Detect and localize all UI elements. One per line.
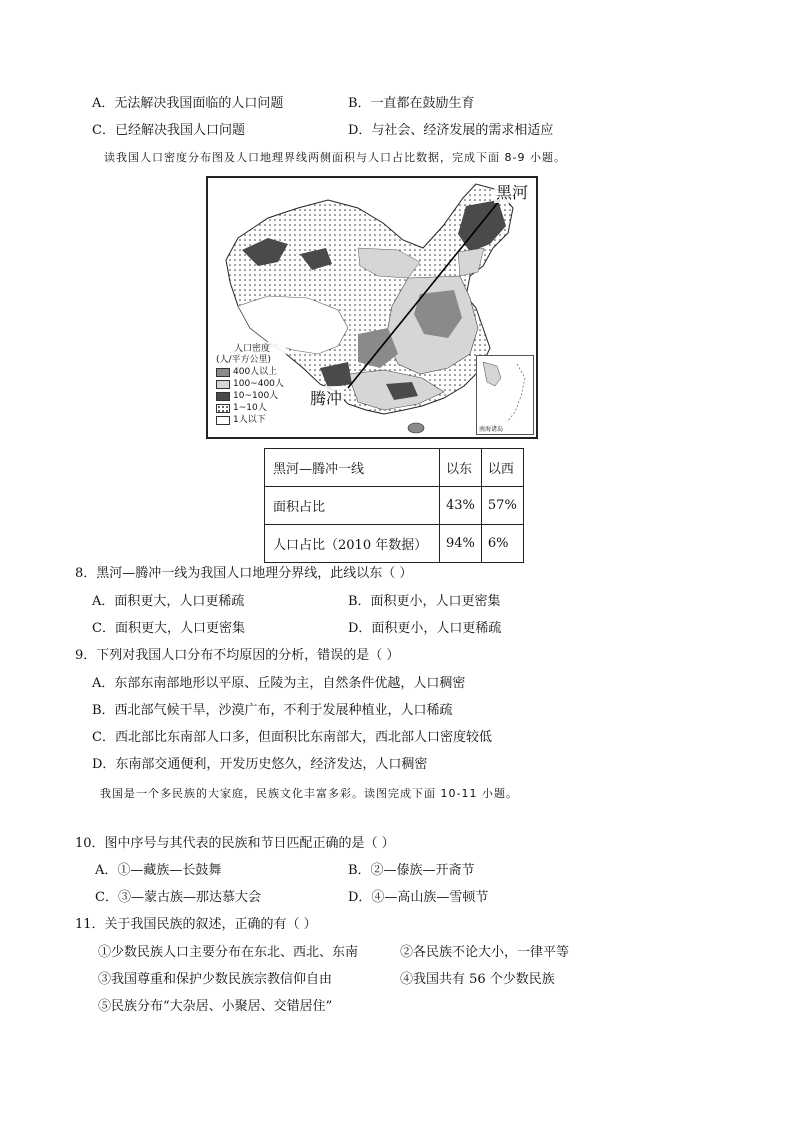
map-legend: [214, 342, 286, 428]
table-cell: 面积占比: [265, 487, 440, 525]
legend-label: 400人以上: [233, 366, 278, 377]
table-cell: 人口占比（2010 年数据）: [265, 525, 440, 563]
inset-label: 南海诸岛: [479, 426, 504, 433]
q8-option-d: D．面积更小，人口更稀疏: [348, 621, 502, 636]
legend-unit: (人/平方公里): [216, 355, 272, 365]
q9-option-d: D．东南部交通便利，开发历史悠久，经济发达，人口稠密: [92, 757, 428, 772]
label-tengchong: 腾冲: [308, 386, 344, 409]
table-row: [265, 487, 524, 525]
legend-item: [216, 390, 284, 402]
q9-stem: 9．下列对我国人口分布不均原因的分析，错误的是（ ）: [75, 648, 400, 663]
q8-option-a: A．面积更大，人口更稀疏: [92, 594, 245, 609]
q10-option-a: A．①—藏族—长鼓舞: [95, 863, 222, 878]
south-china-sea-inset: [476, 355, 534, 435]
table-header-row: [265, 449, 524, 487]
q10-stem: 10．图中序号与其代表的民族和节日匹配正确的是（ ）: [75, 836, 395, 851]
population-area-table: [264, 448, 524, 563]
legend-swatch: [216, 380, 230, 389]
q11-stem: 11．关于我国民族的叙述，正确的有（ ）: [75, 917, 317, 932]
q11-statement-4: ④我国共有 56 个少数民族: [400, 972, 555, 987]
table-row: [265, 525, 524, 563]
legend-item: [216, 414, 284, 426]
legend-label: 1人以下: [233, 414, 266, 425]
q10-option-c: C．③—蒙古族—那达慕大会: [95, 890, 261, 905]
legend-label: 100~400人: [233, 378, 284, 389]
label-heihe: 黑河: [494, 180, 530, 203]
intro-10-11: 我国是一个多民族的大家庭，民族文化丰富多彩。读图完成下面 10-11 小题。: [100, 787, 518, 800]
q7-option-a: A．无法解决我国面临的人口问题: [92, 96, 284, 111]
q8-stem: 8．黑河—腾冲一线为我国人口地理分界线，此线以东（ ）: [75, 566, 413, 581]
legend-title: 人口密度: [234, 344, 271, 354]
q9-option-c: C．西北部比东南部人口多，但面积比东南部大，西北部人口密度较低: [92, 730, 492, 745]
q7-option-b: B．一直都在鼓励生育: [348, 96, 475, 111]
q11-statement-3: ③我国尊重和保护少数民族宗教信仰自由: [98, 972, 333, 987]
q8-option-c: C．面积更大，人口更密集: [92, 621, 245, 636]
q11-statement-5: ⑤民族分布“大杂居、小聚居、交错居住”: [98, 999, 333, 1014]
q7-option-c: C．已经解决我国人口问题: [92, 123, 245, 138]
table-cell: 黑河—腾冲一线: [265, 449, 440, 487]
legend-swatch: [216, 392, 230, 401]
table-cell: 以西: [481, 449, 523, 487]
legend-label: 1~10人: [233, 402, 267, 413]
table-cell: 57%: [481, 487, 523, 525]
q11-statement-2: ②各民族不论大小，一律平等: [400, 945, 570, 960]
table-cell: 6%: [481, 525, 523, 563]
legend-item: [216, 378, 284, 390]
legend-swatch: [216, 368, 230, 377]
table-cell: 94%: [440, 525, 482, 563]
q11-statement-1: ①少数民族人口主要分布在东北、西北、东南: [98, 945, 359, 960]
legend-swatch: [216, 404, 230, 413]
q7-option-d: D．与社会、经济发展的需求相适应: [348, 123, 554, 138]
hainan-island: [408, 423, 424, 433]
table-cell: 以东: [440, 449, 482, 487]
q9-option-a: A．东部东南部地形以平原、丘陵为主，自然条件优越，人口稠密: [92, 676, 466, 691]
table-cell: 43%: [440, 487, 482, 525]
legend-item: [216, 366, 284, 378]
inset-drawing: [477, 356, 533, 434]
q10-option-d: D．④—高山族—雪顿节: [348, 890, 489, 905]
q8-option-b: B．面积更小，人口更密集: [348, 594, 501, 609]
q10-option-b: B．②—傣族—开斋节: [348, 863, 475, 878]
legend-label: 10~100人: [233, 390, 279, 401]
legend-item: [216, 402, 284, 414]
population-density-map: [206, 176, 538, 439]
region-northeast-mid: [458, 248, 484, 276]
legend-swatch: [216, 416, 230, 425]
intro-8-9: 读我国人口密度分布图及人口地理界线两侧面积与人口占比数据，完成下面 8-9 小题。: [104, 151, 566, 164]
q9-option-b: B．西北部气候干旱，沙漠广布，不利于发展种植业，人口稀疏: [92, 703, 453, 718]
